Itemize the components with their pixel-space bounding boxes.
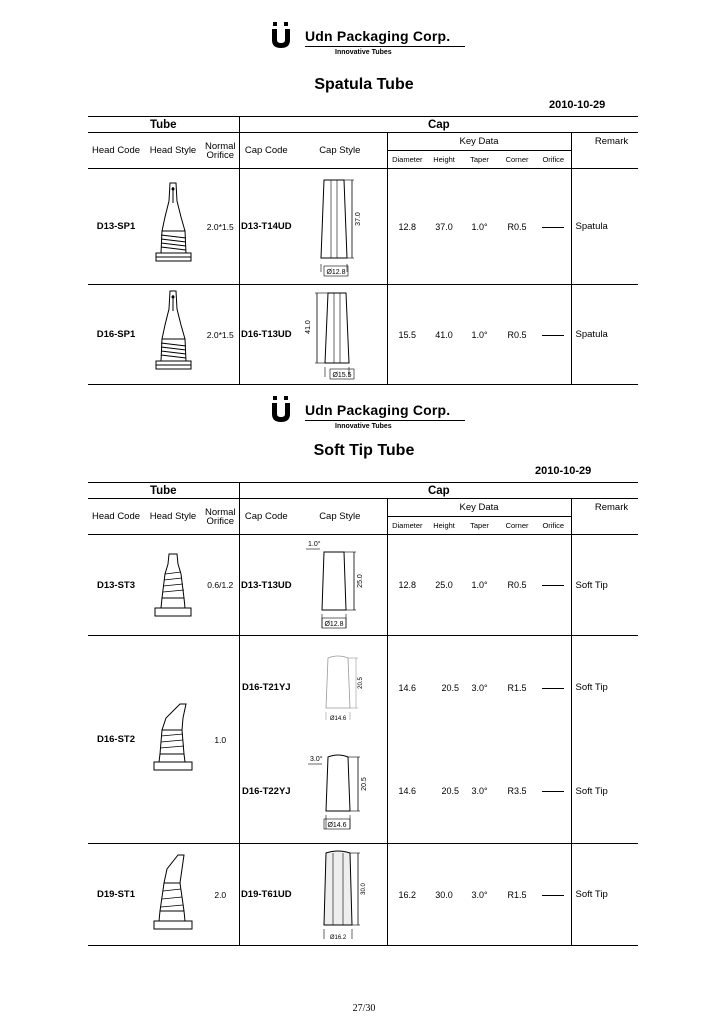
normal-orifice: 2.0*1.5 [202, 169, 239, 285]
height-header: Height [433, 521, 455, 530]
taper-value: 3.0° [471, 786, 488, 797]
orifice-value [536, 740, 571, 844]
udn-u-logo-icon [270, 396, 292, 422]
logo-divider [305, 420, 465, 421]
cap-style-drawing [293, 285, 387, 385]
corner-header: Corner [505, 521, 529, 530]
cap-code-header: Cap Code [239, 133, 293, 169]
height-value: 20.5 [441, 786, 460, 797]
taper-value: 3.0° [461, 844, 498, 946]
normal-orifice: 0.6/1.2 [202, 535, 239, 636]
spatula-tube-table [88, 116, 638, 385]
taper-value: 1.0° [461, 285, 498, 385]
cap-taper-label: 3.0° [309, 756, 323, 764]
remark-value: Soft Tip [571, 636, 638, 740]
remark-value: Spatula [571, 285, 638, 385]
company-tagline: Innovative Tubes [335, 49, 392, 56]
tube-group-header: Tube [88, 117, 239, 133]
cap-height-label: 37.0 [354, 211, 362, 226]
company-logo [270, 394, 470, 434]
head-code-header: Head Code [91, 145, 141, 156]
diameter-value: 12.8 [387, 169, 427, 285]
cap-style-drawing [293, 844, 387, 946]
remark-header: Remark [571, 499, 638, 517]
udn-u-logo-icon [270, 22, 292, 48]
orifice-value [536, 535, 571, 636]
cap-drawing-icon [300, 287, 380, 383]
remark-value: Soft Tip [571, 844, 638, 946]
height-value: 20.5 [427, 636, 461, 740]
cap-style-drawing [293, 740, 387, 844]
key-data-header: Key Data [387, 499, 571, 517]
corner-value: R0.5 [498, 535, 536, 636]
head-code: D16-ST2 [88, 636, 144, 844]
cap-drawing-icon [300, 536, 380, 634]
cap-group-header: Cap [239, 483, 638, 499]
cap-code: D19-T61UD [239, 844, 293, 946]
cap-height-label: 20.5 [357, 676, 364, 689]
cap-group-header: Cap [239, 117, 638, 133]
diameter-value: 14.6 [387, 636, 427, 740]
table-row [88, 535, 638, 636]
diameter-header: Diameter [387, 517, 427, 535]
cap-height-label: 20.5 [360, 777, 368, 792]
cap-code: D16-T13UD [239, 285, 293, 385]
cap-code-header: Cap Code [239, 499, 293, 535]
cap-drawing-icon [300, 648, 380, 728]
soft-tip-tube-table [88, 482, 638, 946]
height-value: 37.0 [427, 169, 461, 285]
head-style-drawing [144, 285, 202, 385]
cap-style-header: Cap Style [319, 511, 361, 522]
cap-code: D16-T21YJ [239, 636, 293, 740]
height-header: Height [433, 155, 455, 164]
normal-orifice: 2.0*1.5 [202, 285, 239, 385]
dash-mark [542, 791, 564, 792]
section-title: Soft Tip Tube [313, 442, 415, 459]
corner-value: R1.5 [498, 636, 536, 740]
orifice-value [536, 169, 571, 285]
dash-mark [542, 335, 564, 336]
head-style-drawing [144, 535, 202, 636]
section-date: 2010-10-29 [535, 465, 592, 477]
orifice-header: Orifice [542, 521, 565, 530]
table-row [88, 636, 638, 740]
normal-orifice: 1.0 [202, 636, 239, 844]
company-logo [270, 20, 470, 60]
cap-drawing-icon [300, 847, 380, 943]
company-tagline: Innovative Tubes [335, 423, 392, 430]
height-value: 30.0 [427, 844, 461, 946]
orifice-value [536, 844, 571, 946]
corner-value: R1.5 [498, 844, 536, 946]
normal-orifice: 2.0 [202, 844, 239, 946]
soft-tip-head-icon [150, 700, 196, 780]
diameter-value: 14.6 [387, 740, 427, 844]
corner-value: R3.5 [507, 786, 527, 797]
head-code: D13-SP1 [88, 169, 144, 285]
dash-mark [542, 227, 564, 228]
cap-diameter-label: Ø12.8 [326, 268, 346, 276]
dash-mark [542, 585, 564, 586]
cap-drawing-icon [300, 747, 380, 835]
cap-code: D13-T14UD [239, 169, 293, 285]
cap-taper-label: 1.0° [307, 541, 321, 548]
soft-tip-head-icon [151, 550, 195, 620]
cap-diameter-label: Ø15.5 [332, 371, 352, 379]
head-style-drawing [144, 844, 202, 946]
remark-value: Soft Tip [571, 535, 638, 636]
taper-value: 3.0° [461, 636, 498, 740]
corner-header: Corner [505, 155, 529, 164]
head-style-header: Head Style [149, 145, 197, 156]
cap-style-drawing [293, 169, 387, 285]
cap-diameter-label: Ø16.2 [329, 934, 346, 941]
cap-style-drawing [293, 636, 387, 740]
cap-diameter-label: Ø14.6 [327, 822, 347, 830]
remark-header: Remark [571, 133, 638, 151]
taper-header: Taper [470, 521, 489, 530]
orifice-value [536, 285, 571, 385]
diameter-header: Diameter [387, 151, 427, 169]
diameter-value: 15.5 [387, 285, 427, 385]
tube-group-header: Tube [88, 483, 239, 499]
logo-divider [305, 46, 465, 47]
height-value: 41.0 [427, 285, 461, 385]
head-code: D19-ST1 [88, 844, 144, 946]
cap-code: D16-T22YJ [239, 740, 293, 844]
key-data-header: Key Data [387, 133, 571, 151]
soft-tip-head-icon [150, 851, 196, 939]
orifice-header: Orifice [542, 155, 565, 164]
head-code: D16-SP1 [88, 285, 144, 385]
cap-height-label: 25.0 [356, 574, 364, 588]
remark-value: Spatula [571, 169, 638, 285]
height-value: 25.0 [427, 535, 461, 636]
page-number: 27/30 [352, 1003, 376, 1014]
dash-mark [542, 688, 564, 689]
cap-style-header: Cap Style [319, 145, 361, 156]
remark-value: Soft Tip [571, 740, 638, 844]
cap-diameter-label: Ø12.8 [324, 621, 344, 628]
company-name: Udn Packaging Corp. [305, 402, 451, 418]
section-date: 2010-10-29 [549, 99, 606, 111]
spatula-head-icon [152, 177, 194, 277]
head-style-drawing [144, 169, 202, 285]
taper-value: 1.0° [461, 535, 498, 636]
diameter-value: 16.2 [387, 844, 427, 946]
cap-height-label: 41.0 [304, 319, 312, 334]
corner-value: R0.5 [498, 285, 536, 385]
section-title: Spatula Tube [314, 76, 414, 93]
spatula-head-icon [152, 287, 194, 383]
dash-mark [542, 895, 564, 896]
cap-code: D13-T13UD [239, 535, 293, 636]
company-name: Udn Packaging Corp. [305, 28, 451, 44]
cap-diameter-label: Ø14.6 [329, 715, 346, 722]
head-style-header: Head Style [149, 511, 197, 522]
cap-style-drawing [293, 535, 387, 636]
corner-value: R0.5 [498, 169, 536, 285]
diameter-value: 12.8 [387, 535, 427, 636]
taper-header: Taper [470, 155, 489, 164]
orifice-value [536, 636, 571, 740]
head-code: D13-ST3 [88, 535, 144, 636]
normal-orifice-header: Normal Orifice [204, 140, 236, 161]
cap-height-label: 30.0 [360, 882, 367, 895]
table-row [88, 844, 638, 946]
normal-orifice-header: Normal Orifice [204, 506, 236, 527]
table-row [88, 169, 638, 285]
cap-drawing-icon [300, 172, 380, 282]
head-code-header: Head Code [91, 511, 141, 522]
head-style-drawing [144, 636, 202, 844]
taper-value: 1.0° [461, 169, 498, 285]
table-row [88, 285, 638, 385]
